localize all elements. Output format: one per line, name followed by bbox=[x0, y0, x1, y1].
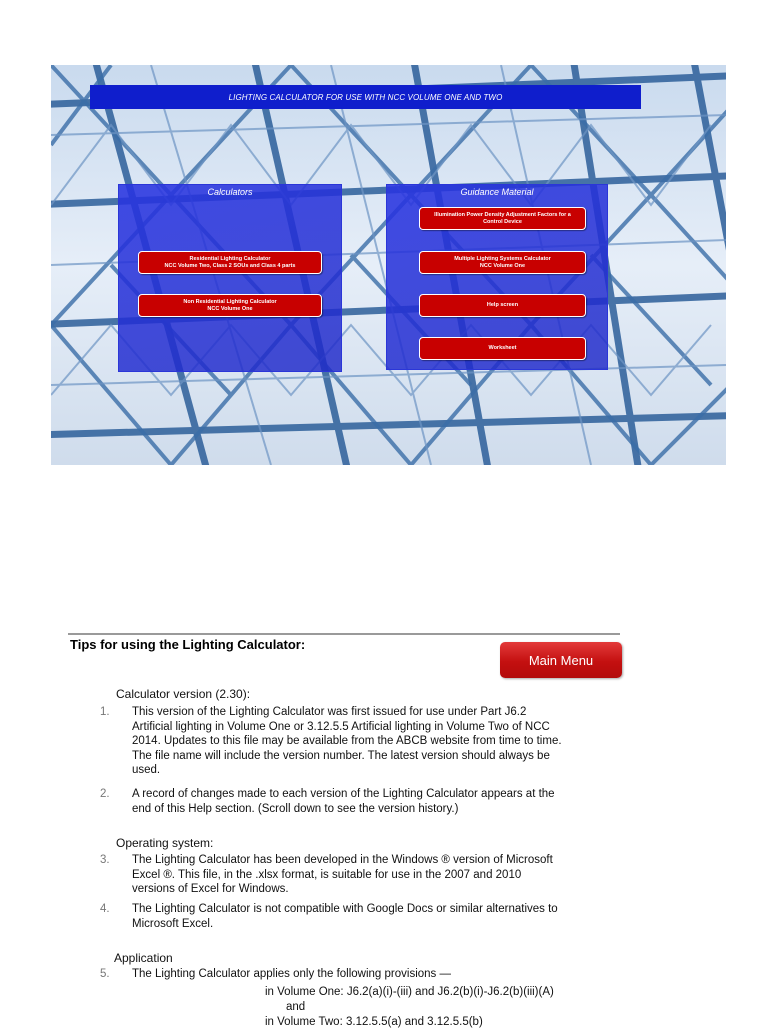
list-item-line: A record of changes made to each version of the Lighting Calculator appears at the bbox=[132, 788, 555, 800]
header-banner bbox=[51, 65, 726, 465]
section-title-calculator-version: Calculator version (2.30): bbox=[116, 687, 251, 701]
section-title-application: Application bbox=[114, 951, 173, 965]
calculators-panel bbox=[118, 184, 342, 372]
list-item-line: The file name will include the version number. The latest version should always be bbox=[132, 749, 550, 762]
list-item-line: This version of the Lighting Calculator was first issued for use under Part J6.2 bbox=[132, 706, 527, 718]
non-residential-button-line1: Non Residential Lighting Calculator bbox=[183, 298, 277, 305]
main-menu-button[interactable]: Main Menu bbox=[500, 642, 622, 678]
list-item-number: 3. bbox=[100, 854, 110, 866]
guidance-panel-title: Guidance Material bbox=[460, 187, 534, 197]
provision-volume-two: in Volume Two: 3.12.5.5(a) and 3.12.5.5(b) bbox=[265, 1016, 483, 1028]
list-item-line: Artificial lighting in Volume One or 3.12.5.5 Artificial lighting in Volume Two of NCC bbox=[132, 720, 550, 733]
list-item-line: versions of Excel for Windows. bbox=[132, 883, 289, 895]
worksheet-button-label: Worksheet bbox=[488, 345, 517, 351]
list-item-number: 5. bbox=[100, 968, 110, 980]
tips-heading: Tips for using the Lighting Calculator: bbox=[70, 637, 306, 652]
multiple-lighting-button-line1: Multiple Lighting Systems Calculator bbox=[454, 255, 551, 262]
list-item-line: used. bbox=[132, 764, 161, 776]
list-item-line: The Lighting Calculator is not compatible with Google Docs or similar alternatives to bbox=[132, 903, 558, 915]
list-item-line: Excel ®. This file, in the .xlsx format, is suitable for use in the 2007 and 2010 bbox=[132, 868, 522, 881]
multiple-lighting-button-line2: NCC Volume One bbox=[479, 262, 526, 269]
ipd-adjustment-factors-button[interactable] bbox=[419, 207, 586, 230]
list-item-line: 2014. Updates to this file may be available from the ABCB website from time to time. bbox=[132, 735, 562, 747]
ipd-button-line1: Illumination Power Density Adjustment Factors for a bbox=[434, 211, 571, 218]
ipd-button-line2: Control Device bbox=[483, 218, 522, 225]
section-divider bbox=[68, 633, 620, 635]
non-residential-lighting-calculator-button[interactable] bbox=[138, 294, 322, 317]
list-item-number: 4. bbox=[100, 903, 110, 915]
calculator-title-bar: LIGHTING CALCULATOR FOR USE WITH NCC VOLUME ONE AND TWO bbox=[90, 85, 641, 109]
list-item-line: The Lighting Calculator has been developed in the Windows ® version of Microsoft bbox=[132, 854, 553, 866]
multiple-lighting-systems-calculator-button[interactable] bbox=[419, 251, 586, 274]
list-item-line: end of this Help section. (Scroll down to see the version history.) bbox=[132, 802, 459, 815]
guidance-material-panel bbox=[386, 184, 608, 370]
list-item-line: The Lighting Calculator applies only the following provisions — bbox=[132, 968, 451, 980]
calculators-panel-title: Calculators bbox=[207, 187, 253, 197]
help-screen-button-label: Help screen bbox=[486, 302, 519, 308]
list-item-line: Microsoft Excel. bbox=[132, 917, 214, 930]
non-residential-button-line2: NCC Volume One bbox=[207, 305, 253, 312]
residential-button-line2: NCC Volume Two, Class 2 SOUs and Class 4 parts bbox=[164, 262, 296, 269]
list-item-number: 2. bbox=[100, 788, 110, 800]
list-item-number: 1. bbox=[100, 706, 110, 718]
residential-button-line1: Residential Lighting Calculator bbox=[189, 255, 271, 262]
section-title-operating-system: Operating system: bbox=[116, 836, 214, 850]
worksheet-button[interactable] bbox=[419, 337, 586, 360]
provision-and: and bbox=[286, 1001, 306, 1013]
residential-lighting-calculator-button[interactable] bbox=[138, 251, 322, 274]
help-screen-button[interactable] bbox=[419, 294, 586, 317]
provision-volume-one: in Volume One: J6.2(a)(i)-(iii) and J6.2(b)(i)-J6.2(b)(iii)(A) bbox=[265, 986, 554, 998]
